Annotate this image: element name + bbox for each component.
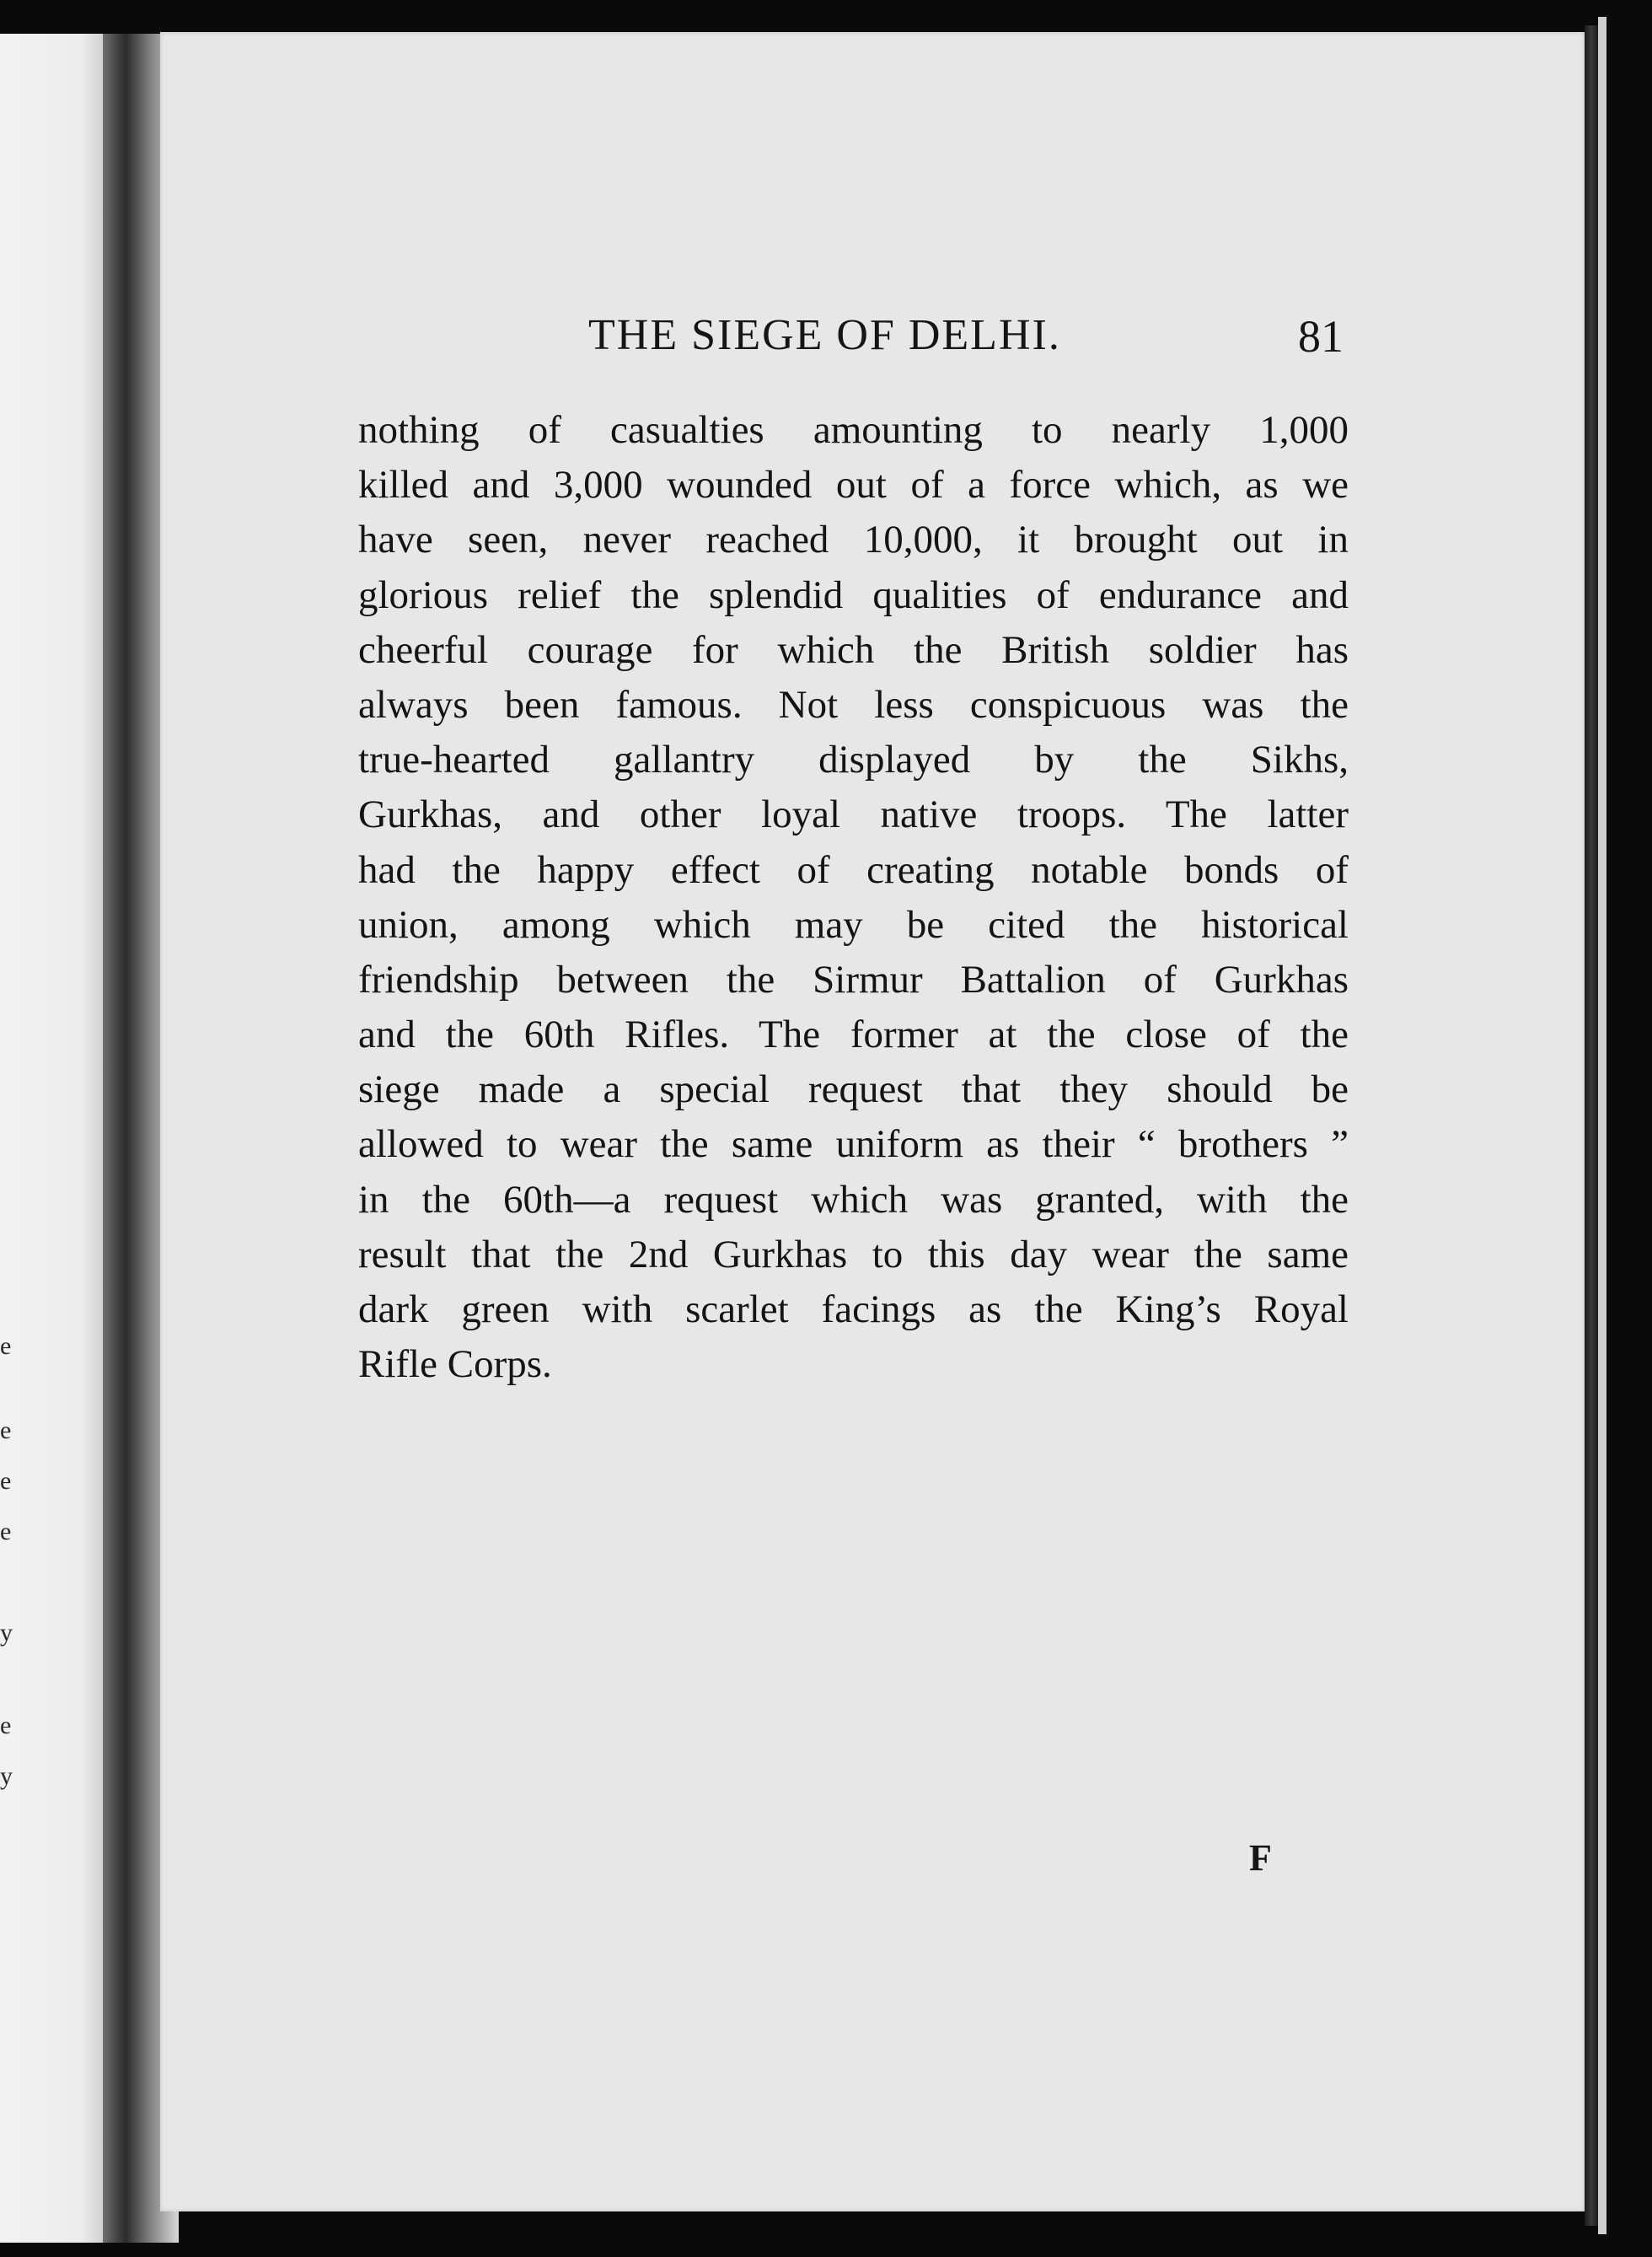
text-line: union, among which may be cited the historical	[358, 902, 1349, 947]
text-line: had the happy effect of creating notable bonds of	[358, 847, 1349, 892]
scan-margin-right	[1606, 0, 1652, 2257]
facing-page-letter: e	[0, 1518, 12, 1545]
text-line: siege made a special request that they should be	[358, 1067, 1349, 1112]
facing-page-letter: e	[0, 1416, 12, 1444]
text-line: true-hearted gallantry displayed by the Sikhs,	[358, 738, 1349, 782]
text-line: nothing of casualties amounting to nearly 1,000	[358, 408, 1349, 452]
text-line: friendship between the Sirmur Battalion of Gurkhas	[358, 957, 1349, 1002]
page-number: 81	[1298, 311, 1344, 362]
facing-page-letter: e	[0, 1712, 12, 1739]
signature-mark: F	[1249, 1837, 1272, 1878]
text-line: result that the 2nd Gurkhas to this day wear the same	[358, 1232, 1349, 1276]
text-line: dark green with scarlet facings as the King’s Royal	[358, 1287, 1349, 1331]
page-right-edge	[1585, 25, 1598, 2226]
facing-page-letter: y	[0, 1762, 13, 1790]
running-title: THE SIEGE OF DELHI.	[588, 311, 1061, 359]
text-line: killed and 3,000 wounded out of a force which, as we	[358, 463, 1349, 508]
text-line: Gurkhas, and other loyal native troops. The latter	[358, 793, 1349, 837]
text-line: always been famous. Not less conspicuous was the	[358, 682, 1349, 727]
text-line: have seen, never reached 10,000, it brought out in	[358, 518, 1349, 562]
body-text	[358, 403, 1349, 1392]
text-line: allowed to wear the same uniform as their “ brothers ”	[358, 1122, 1349, 1167]
page-stack-edge	[1598, 17, 1606, 2234]
text-line: in the 60th—a request which was granted, with the	[358, 1177, 1349, 1222]
facing-page-edge	[0, 34, 118, 2243]
text-line: Rifle Corps.	[358, 1342, 552, 1387]
text-line: glorious relief the splendid qualities of endurance and	[358, 572, 1349, 617]
running-head	[358, 310, 1353, 369]
facing-page-letter: e	[0, 1467, 12, 1495]
text-line: and the 60th Rifles. The former at the close of the	[358, 1013, 1349, 1057]
text-line: cheerful courage for which the British soldier has	[358, 627, 1349, 672]
facing-page-letter: y	[0, 1619, 13, 1647]
facing-page-letter: e	[0, 1332, 12, 1360]
